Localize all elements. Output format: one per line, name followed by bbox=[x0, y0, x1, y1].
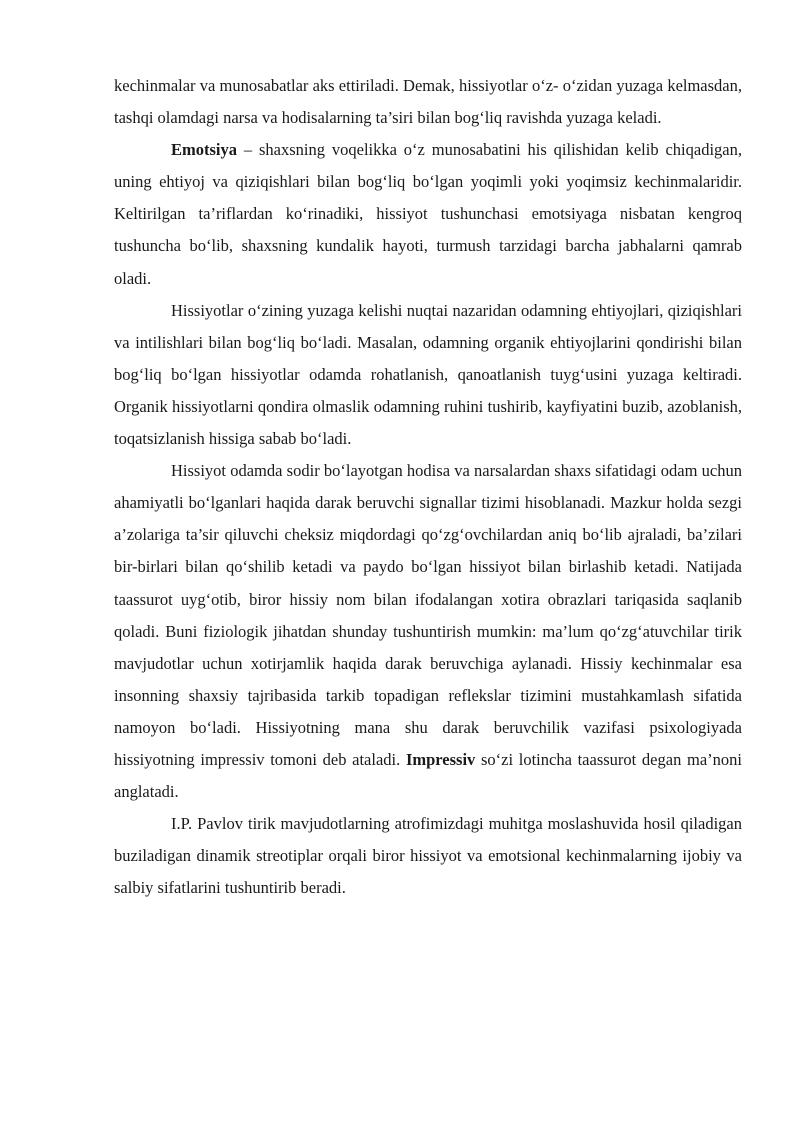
paragraph-4-text: Hissiyot odamda sodir bo‘layotgan hodisa va narsalardan shaxs sifatidagi odam uchun ahamiyatli bo‘lganlari haqida darak beruvchi signallar tizimi hisoblanadi. Mazkur holda sezgi a’zolariga ta’sir qiluvchi cheksiz miqdordagi qo‘zg‘ovchilardan aniq bo‘lib ajraladi, ba’zilari bir-birlari bilan qo‘shilib ketadi va paydo bo‘lgan hissiyot bilan birlashib ketadi. Natijada taassurot uyg‘otib, biror hissiy nom bilan ifodalangan xotira obrazlari tariqasida saqlanib qoladi. Buni fiziologik jihatdan shunday tushuntirish mumkin: ma’lum qo‘zg‘atuvchilar tirik mavjudotlar uchun xotirjamlik haqida darak beruvchiga aylanadi. Hissiy kechinmalar esa insonning shaxsiy tajribasida tarkib topadigan reflekslar tizimini mustahkamlash sifatida namoyon bo‘ladi. Hissiyotning mana shu darak beruvchilik vazifasi psixologiyada hissiyotning impressiv tomoni deb ataladi. bbox=[114, 461, 742, 769]
paragraph-2 bbox=[114, 134, 742, 294]
paragraph-1 bbox=[114, 70, 742, 134]
document-page bbox=[114, 70, 742, 904]
paragraph-3-text: Hissiyotlar o‘zining yuzaga kelishi nuqtai nazaridan odamning ehtiyojlari, qiziqishlari va intilishlari bilan bog‘liq bo‘ladi. Masalan, odamning organik ehtiyojlarini qondirishi bilan bog‘liq bo‘lgan hissiyotlar odamda rohatlanish, qanoatlanish tuyg‘usini yuzaga keltiradi. Organik hissiyotlarni qondira olmaslik odamning ruhini tushirib, kayfiyatini buzib, azoblanish, toqatsizlanish hissiga sabab bo‘ladi. bbox=[114, 300, 742, 449]
paragraph-1-text: kechinmalar va munosabatlar aks ettiriladi. Demak, hissiyotlar o‘z- o‘zidan yuzaga kelmasdan, tashqi olamdagi narsa va hodisalarning ta’siri bilan bog‘liq ravishda yuzaga keladi. bbox=[114, 76, 742, 128]
term-emotsiya: Emotsiya bbox=[171, 140, 237, 160]
paragraph-4 bbox=[114, 455, 742, 808]
paragraph-5 bbox=[114, 808, 742, 904]
paragraph-2-text: – shaxsning voqelikka o‘z munosabatini his qilishidan kelib chiqadigan, uning ehtiyoj va qiziqishlari bilan bog‘liq bo‘lgan yoqimli yoki yoqimsiz kechinmalaridir. Keltirilgan ta’riflardan ko‘rinadiki, hissiyot tushunchasi emotsiyaga nisbatan kengroq tushuncha bo‘lib, shaxsning kundalik hayoti, turmush tarzidagi barcha jabhalarni qamrab oladi. bbox=[114, 140, 742, 288]
paragraph-4-end: so‘zi lotincha taassurot degan ma’noni anglatadi. bbox=[114, 749, 742, 802]
term-impressiv: Impressiv bbox=[405, 749, 476, 769]
paragraph-3 bbox=[114, 295, 742, 455]
paragraph-5-text: I.P. Pavlov tirik mavjudotlarning atrofimizdagi muhitga moslashuvida hosil qiladigan buziladigan dinamik streotiplar orqali biror hissiyot va emotsional kechinmalarning ijobiy va salbiy sifatlarini tushuntirib beradi. bbox=[114, 814, 742, 898]
